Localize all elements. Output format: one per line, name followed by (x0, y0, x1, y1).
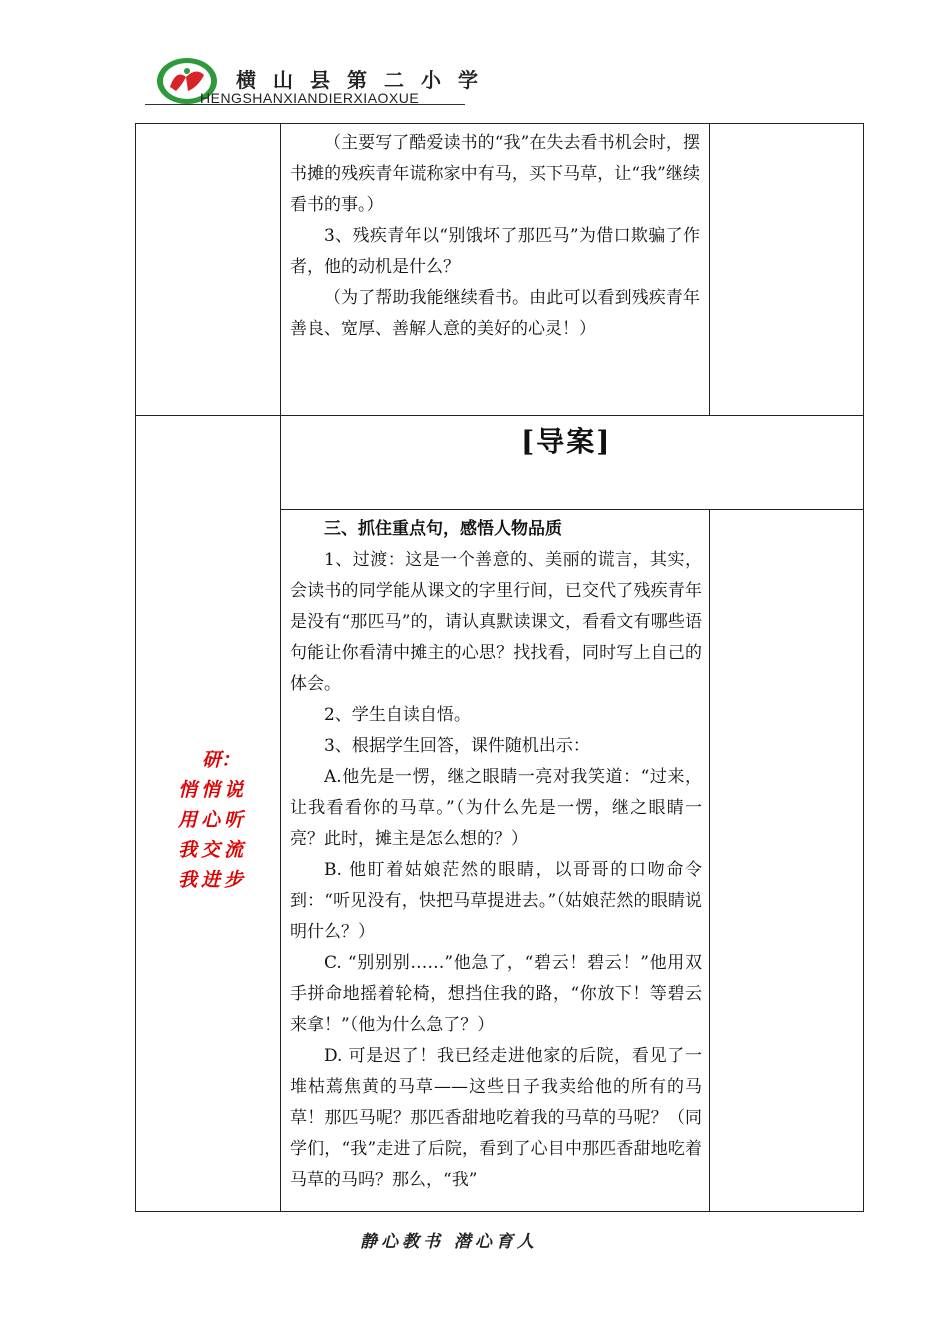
paragraph: D. 可是迟了！我已经走进他家的后院，看见了一堆枯蔫焦黄的马草——这些日子我卖给他的所有的马草！那匹马呢？那匹香甜地吃着我的马草的马呢？（同学们，“我”走进了后院，看到了心目中那匹香甜地吃着马草的马吗？那么，“我” (290, 1046, 702, 1190)
table-column-divider (280, 123, 281, 1212)
sidebar-line: 我交流 (178, 839, 248, 861)
section2-text (290, 514, 702, 1196)
school-name: 横山县第二小学 (236, 68, 495, 92)
paragraph: C. “别别别……”他急了，“碧云！碧云！”他用双手拼命地摇着轮椅，想挡住我的路，“你放下！等碧云来拿！”（他为什么急了？） (290, 953, 702, 1035)
table-column-divider (709, 509, 710, 1212)
page-footer: 静心教书 潜心育人 (360, 1232, 538, 1252)
paragraph: 2、学生自读自悟。 (324, 705, 471, 725)
paragraph: 3、残疾青年以“别饿坏了那匹马”为借口欺骗了作者，他的动机是什么？ (290, 226, 700, 277)
sidebar-line: 悄悄说 (178, 779, 248, 801)
paragraph: 3、根据学生回答，课件随机出示： (324, 736, 590, 756)
table-column-divider (709, 123, 710, 416)
table-border-bottom (135, 1211, 864, 1212)
sidebar-line: 用心听 (178, 809, 248, 831)
section-heading: 三、抓住重点句，感悟人物品质 (324, 519, 562, 539)
paragraph: （为了帮助我能继续看书。由此可以看到残疾青年善良、宽厚、善解人意的美好的心灵！） (290, 288, 700, 339)
table-row-divider (280, 509, 864, 510)
sidebar-line: 我进步 (178, 869, 248, 891)
table-border-right (863, 123, 864, 1212)
paragraph: A.他先是一愣，继之眼睛一亮对我笑道：“过来，让我看看你的马草。”（为什么先是一愣，继之眼睛一亮？此时，摊主是怎么想的？） (290, 767, 702, 849)
paragraph: B. 他盯着姑娘茫然的眼睛，以哥哥的口吻命令到：“听见没有，快把马草提进去。”（姑娘茫然的眼睛说明什么？） (290, 860, 702, 942)
table-border-top (135, 123, 864, 124)
section1-text (290, 128, 700, 345)
school-pinyin: HENGSHANXIANDIERXIAOXUE (200, 90, 420, 106)
table-row-divider (135, 415, 864, 416)
paragraph: （主要写了酷爱读书的“我”在失去看书机会时，摆书摊的残疾青年谎称家中有马，买下马草，让“我”继续看书的事。） (290, 133, 700, 215)
paragraph: 1、过渡：这是一个善意的、美丽的谎言，其实，会读书的同学能从课文的字里行间，已交代了残疾青年是没有“那匹马”的，请认真默读课文，看看文有哪些语句能让你看清中摊主的心思？找找看，同时写上自己的体会。 (290, 550, 702, 694)
sidebar-notes (178, 745, 268, 895)
section-title: [导案] (521, 425, 612, 458)
sidebar-label: 研： (202, 749, 241, 771)
table-border-left (135, 123, 136, 1212)
header-underline (145, 104, 465, 105)
